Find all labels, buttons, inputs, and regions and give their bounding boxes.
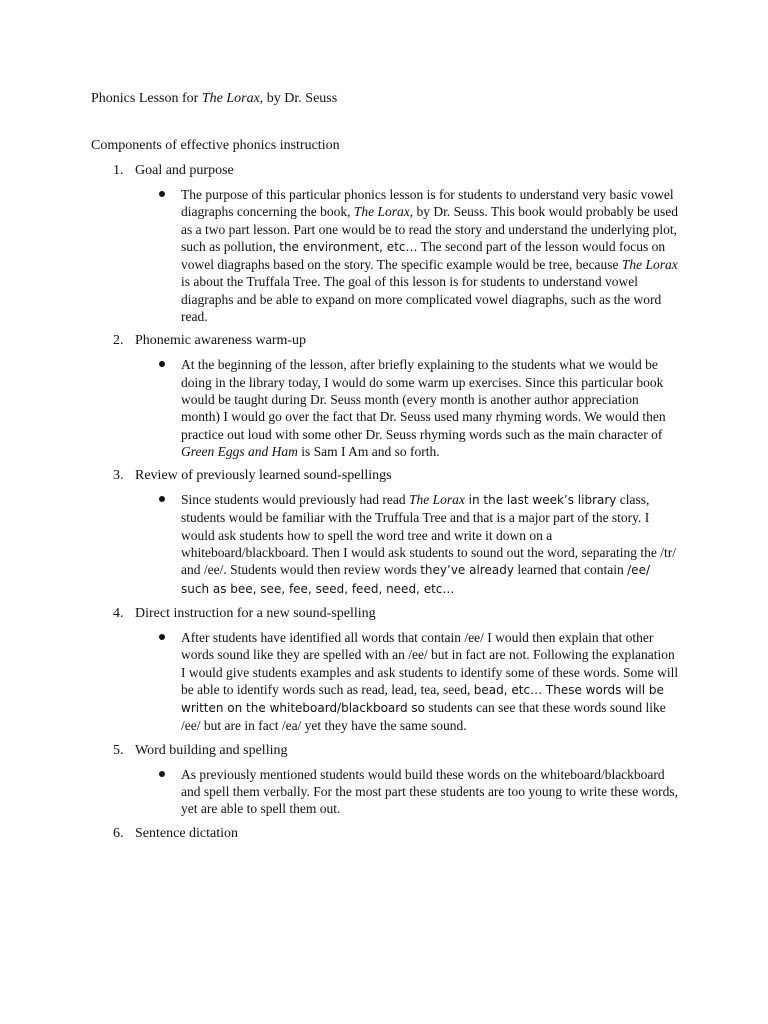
component-item [0, 332, 768, 460]
component-item [0, 162, 768, 325]
component-number: 6. [113, 825, 124, 841]
paragraph-text: , by Dr. Seuss. This book would probably be used as a two part lesson. Part one would be to read the story and understand the underlying plot, such as pollution, [181, 204, 678, 254]
paragraph-text: learned that contain [513, 562, 628, 578]
component-label: Word building and spelling [135, 742, 288, 758]
bullet-dot-icon [159, 771, 165, 777]
bullet-paragraph [181, 356, 679, 460]
section-heading: Components of effective phonics instruction [91, 138, 340, 153]
bullet-dot-icon [159, 361, 165, 367]
bullet-item [0, 186, 768, 325]
title-prefix: Phonics Lesson for [91, 91, 202, 106]
component-heading [0, 467, 768, 487]
paragraph-text: class, students would be familiar with the Truffula Tree and that is a major part of the story. I would ask students how to spell the word tree and write it down on a whiteboard/blackboard. Then I would ask students to sound out the word, separating the /tr/ and /ee/. Students would then review words [181, 492, 677, 578]
component-number: 4. [113, 605, 124, 621]
component-heading [0, 742, 768, 762]
component-item [0, 467, 768, 598]
book-title-text: Green Eggs and Ham [181, 443, 298, 459]
component-heading [0, 605, 768, 625]
bullet-dot-icon [159, 496, 165, 502]
paragraph-text: /ee/ such as bee, see, fee, seed, feed, need, etc… [181, 563, 650, 596]
bullet-item [0, 629, 768, 735]
component-item [0, 605, 768, 735]
bullet-paragraph [181, 186, 679, 325]
component-number: 3. [113, 468, 124, 484]
paragraph-text: is about the Truffala Tree. The goal of this lesson is for students to understand vowel diagraphs and be able to expand on more complicated vowel diagraphs, such as the word read. [181, 274, 662, 325]
paragraph-text: the environment, etc… [279, 239, 418, 254]
component-label: Phonemic awareness warm-up [135, 333, 307, 349]
paragraph-text: they’ve already [420, 563, 514, 578]
bullet-dot-icon [159, 634, 165, 640]
paragraph-text: The purpose of this particular phonics lesson is for students to understand very basic vowel diagraphs concerning the book, [181, 187, 674, 220]
title-suffix: , by Dr. Seuss [259, 91, 338, 106]
component-label: Sentence dictation [135, 825, 239, 841]
bullet-item [0, 356, 768, 460]
component-number: 2. [113, 333, 124, 349]
components-list [0, 162, 768, 845]
bullet-dot-icon [159, 191, 165, 197]
paragraph-text: After students have identified all words that contain /ee/ I would then explain that other words sound like they are spelled with an /ee/ but in fact are not. Following the explanation I would give students examples and ask students to identify some of these words. Some will be able to identify words such as read, lead, tea, seed, [181, 629, 679, 697]
component-item [0, 742, 768, 818]
title-book-name: The Lorax [201, 91, 260, 106]
bullet-paragraph [181, 766, 679, 818]
paragraph-text: bead, etc… These words will be written on the whiteboard/blackboard so [181, 682, 664, 716]
bullet-item [0, 491, 768, 598]
component-label: Goal and purpose [135, 163, 234, 178]
component-number: 5. [113, 742, 124, 758]
paragraph-text: At the beginning of the lesson, after briefly explaining to the students what we would be doing in the library today, I would do some warm up exercises. Since this particular book would be taught during Dr. Seuss month (every month is another author appreciation month) I would go over the fact that Dr. Seuss used many rhyming words. We would then practice out loud with some other Dr. Seuss rhyming words such as the main character of [181, 357, 666, 442]
document-title [91, 90, 337, 108]
book-title-text: The Lorax [353, 204, 410, 220]
component-item [0, 825, 768, 845]
paragraph-text: The second part of the lesson would focus on vowel diagraphs based on the story. The specific example would be tree, because [181, 238, 666, 273]
component-number: 1. [113, 163, 124, 178]
paragraph-text: Since students would previously had read [181, 492, 409, 508]
component-heading [0, 162, 768, 182]
component-label: Direct instruction for a new sound-spelling [135, 605, 376, 621]
paragraph-text: in the last week’s library [464, 493, 617, 508]
paragraph-text: students can see that these words sound like /ee/ but are in fact /ea/ yet they have the same sound. [181, 700, 666, 734]
component-heading [0, 825, 768, 845]
book-title-text: The Lorax [408, 492, 465, 508]
book-title-text: The Lorax [621, 257, 678, 273]
component-heading [0, 332, 768, 352]
paragraph-text: is Sam I Am and so forth. [297, 443, 440, 459]
component-label: Review of previously learned sound-spellings [135, 468, 392, 484]
paragraph-text: As previously mentioned students would build these words on the whiteboard/blackboard and spell them verbally. For the most part these students are too young to write these words, yet are able to spell them out. [181, 766, 679, 817]
bullet-item [0, 766, 768, 818]
bullet-paragraph [181, 629, 679, 735]
bullet-paragraph [181, 491, 679, 598]
